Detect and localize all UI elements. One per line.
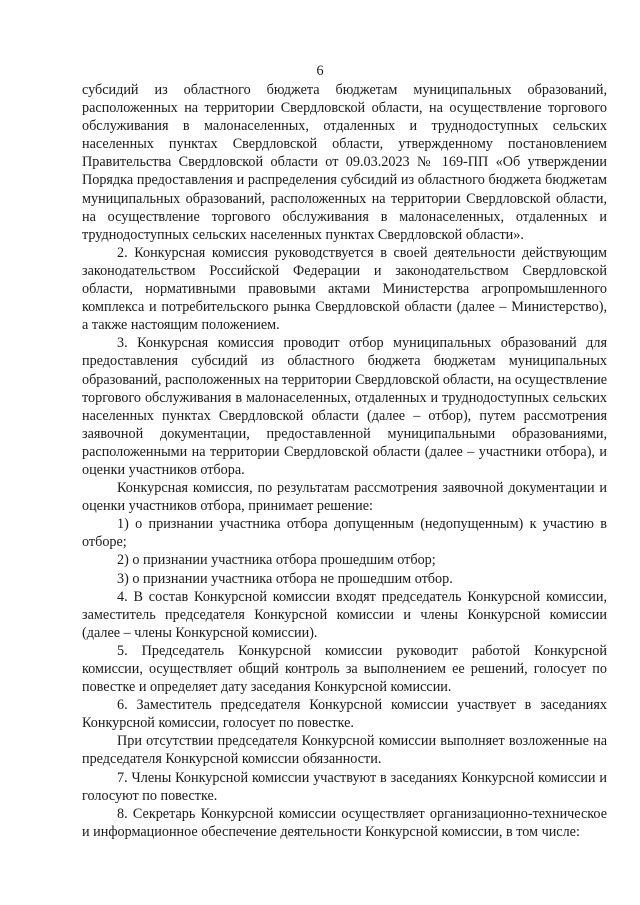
list-item: 1) о признании участника отбора допущенным (недопущенным) к участию в отборе;: [82, 516, 607, 551]
paragraph: 2. Конкурсная комиссия руководствуется в своей деятельности действующим законодательством Российской Федерации и законодательством Свердловской области, нормативными правовыми актами Министерства агропромышленного комплекса и потребительского рынка Свердловской области (далее – Министерство), а также настоящим положением.: [82, 244, 607, 334]
paragraph: 3. Конкурсная комиссия проводит отбор муниципальных образований для предоставления субсидий из областного бюджета бюджетам муниципальных образований, расположенных на территории Свердловской области, на осуществление торгового обслуживания в малонаселенных, отдаленных и труднодоступных сельских населенных пунктах Свердловской области (далее – отбор), путем рассмотрения заявочной документации, предоставленной муниципальными образованиями, расположенными на территории Свердловской области (далее – участники отбора), и оценки участников отбора.: [82, 335, 607, 478]
paragraph: 5. Председатель Конкурсной комиссии руководит работой Конкурсной комиссии, осуществляет общий контроль за выполнением ее решений, голосует по повестке и определяет дату заседания Конкурсной комиссии.: [82, 642, 607, 696]
page-number: 6: [316, 63, 324, 79]
document-body: [82, 81, 607, 841]
paragraph: субсидий из областного бюджета бюджетам муниципальных образований, расположенных на территории Свердловской области, на осуществление торгового обслуживания в малонаселенных, отдаленных и труднодоступных сельских населенных пунктах Свердловской области, утвержденному постановлением Правительства Свердловской области от 09.03.2023 № 169-ПП «Об утверждении Порядка предоставления и распределения субсидий из областного бюджета бюджетам муниципальных образований, расположенных на территории Свердловской области, на осуществление торгового обслуживания в малонаселенных, отдаленных и труднодоступных сельских населенных пунктах Свердловской области».: [82, 82, 607, 243]
paragraph: 4. В состав Конкурсной комиссии входят председатель Конкурсной комиссии, заместитель председателя Конкурсной комиссии и члены Конкурсной комиссии (далее – члены Конкурсной комиссии).: [82, 588, 607, 641]
paragraph: 6. Заместитель председателя Конкурсной комиссии участвует в заседаниях Конкурсной комиссии, голосует по повестке.: [82, 697, 607, 732]
paragraph: 7. Члены Конкурсной комиссии участвуют в заседаниях Конкурсной комиссии и голосуют по повестке.: [82, 769, 607, 804]
paragraph: Конкурсная комиссия, по результатам рассмотрения заявочной документации и оценки участников отбора, принимает решение:: [82, 480, 607, 515]
list-item: 3) о признании участника отбора не прошедшим отбор.: [117, 570, 453, 587]
list-item: 2) о признании участника отбора прошедшим отбор;: [117, 552, 436, 569]
paragraph: 8. Секретарь Конкурсной комиссии осуществляет организационно-техническое и информационное обеспечение деятельности Конкурсной комиссии, в том числе:: [82, 805, 607, 840]
paragraph: При отсутствии председателя Конкурсной комиссии выполняет возложенные на председателя Конкурсной комиссии обязанности.: [82, 733, 607, 768]
